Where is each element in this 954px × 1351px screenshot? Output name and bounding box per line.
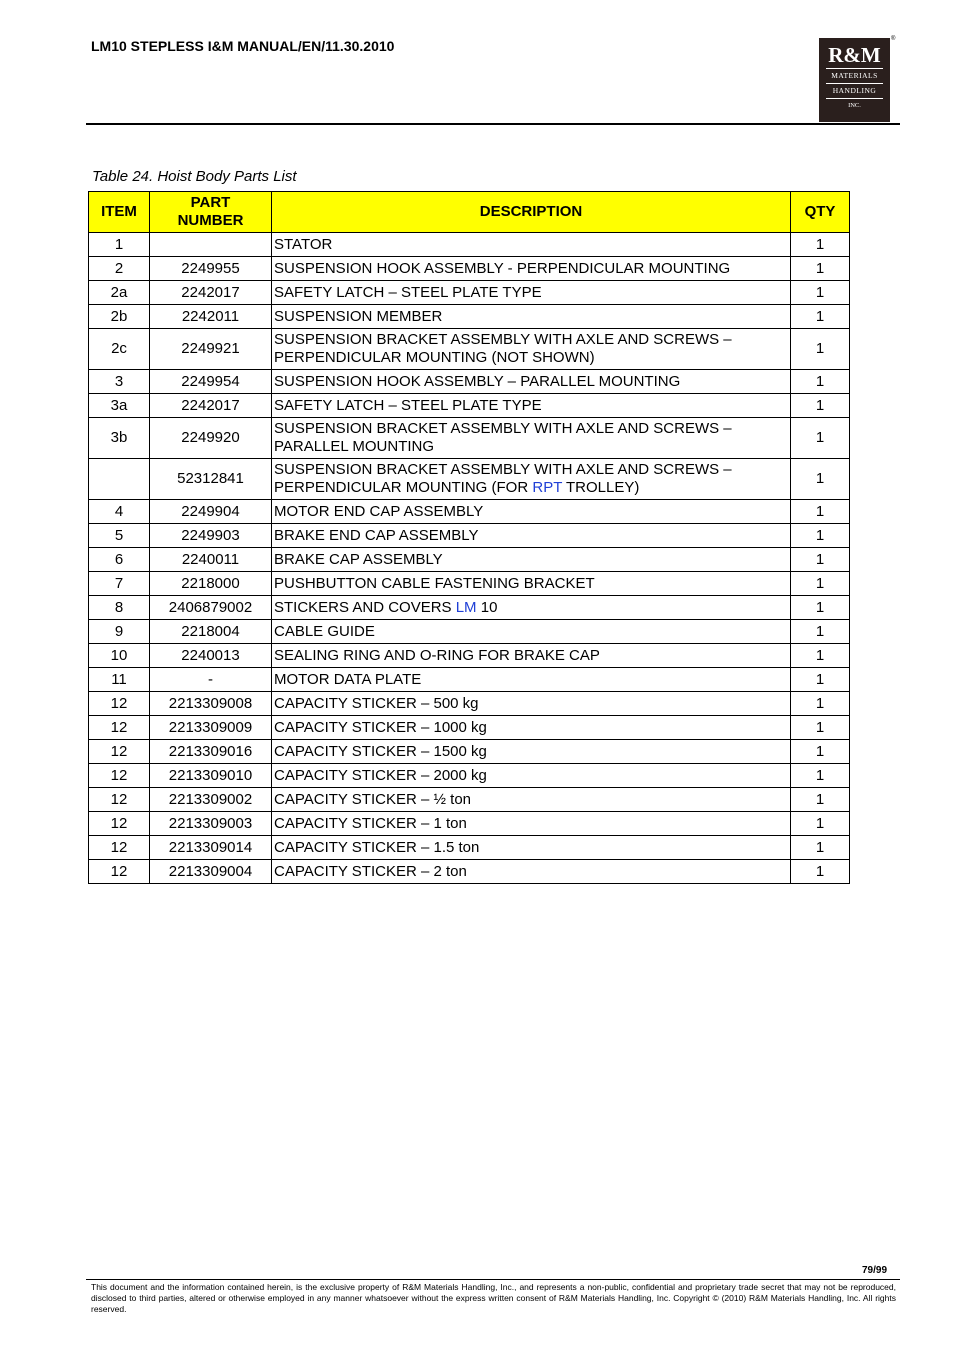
logo-inc: INC. [848, 102, 861, 109]
table-row [89, 692, 850, 716]
item-cell: 1 [89, 233, 150, 257]
description-cell: BRAKE CAP ASSEMBLY [272, 548, 791, 572]
description-text: TROLLEY) [562, 479, 640, 496]
item-cell: 2c [89, 329, 150, 370]
description-cell: CABLE GUIDE [272, 620, 791, 644]
item-cell: 12 [89, 836, 150, 860]
qty-cell: 1 [791, 500, 850, 524]
description-cell: CAPACITY STICKER – 1.5 ton [272, 836, 791, 860]
item-cell: 7 [89, 572, 150, 596]
qty-cell: 1 [791, 596, 850, 620]
item-cell: 3a [89, 394, 150, 418]
item-cell: 10 [89, 644, 150, 668]
qty-cell: 1 [791, 394, 850, 418]
qty-cell: 1 [791, 370, 850, 394]
item-cell: 3 [89, 370, 150, 394]
description-cell: CAPACITY STICKER – ½ ton [272, 788, 791, 812]
description-cell: SAFETY LATCH – STEEL PLATE TYPE [272, 394, 791, 418]
description-cell: CAPACITY STICKER – 2000 kg [272, 764, 791, 788]
part-number-cell: 52312841 [150, 459, 272, 500]
table-row [89, 548, 850, 572]
part-number-cell: 2213309008 [150, 692, 272, 716]
description-cell: BRAKE END CAP ASSEMBLY [272, 524, 791, 548]
page-number: 79/99 [862, 1265, 888, 1276]
part-number-cell: 2218004 [150, 620, 272, 644]
qty-cell: 1 [791, 281, 850, 305]
qty-cell: 1 [791, 692, 850, 716]
item-cell [89, 459, 150, 500]
table-row [89, 281, 850, 305]
table-row [89, 524, 850, 548]
item-cell: 12 [89, 764, 150, 788]
item-cell: 12 [89, 740, 150, 764]
confidentiality-notice: This document and the information contained herein, is the exclusive property of R&M Materials Handling, Inc., and represents a non-public, confidential and proprietary trade secret that may not be reproduced, disclosed to third parties, altered or otherwise employed in any manner whatsoever without the express written consent of R&M Materials Handling, Inc. Copyright © (2010) R&M Materials Handling, Inc. All rights reserved. [91, 1282, 896, 1314]
qty-cell: 1 [791, 459, 850, 500]
description-cell [272, 329, 791, 370]
qty-cell: 1 [791, 572, 850, 596]
item-cell: 12 [89, 716, 150, 740]
table-row [89, 764, 850, 788]
footer-divider [86, 1279, 900, 1280]
qty-cell: 1 [791, 812, 850, 836]
logo-divider [826, 98, 883, 99]
qty-cell: 1 [791, 764, 850, 788]
description-line: SUSPENSION BRACKET ASSEMBLY WITH AXLE AND SCREWS – [274, 420, 732, 437]
table-row [89, 459, 850, 500]
qty-cell: 1 [791, 233, 850, 257]
qty-cell: 1 [791, 524, 850, 548]
document-title: LM10 STEPLESS I&M MANUAL/EN/11.30.2010 [91, 38, 395, 54]
description-line [274, 479, 788, 497]
qty-cell: 1 [791, 716, 850, 740]
table-row [89, 812, 850, 836]
table-row [89, 596, 850, 620]
qty-cell: 1 [791, 257, 850, 281]
description-cell [272, 418, 791, 459]
column-header-part-number [150, 192, 272, 233]
column-header-description: DESCRIPTION [272, 192, 791, 233]
qty-cell: 1 [791, 836, 850, 860]
item-cell: 12 [89, 860, 150, 884]
table-row [89, 716, 850, 740]
table-row [89, 740, 850, 764]
part-number-cell: 2249920 [150, 418, 272, 459]
table-row [89, 620, 850, 644]
description-cell: CAPACITY STICKER – 500 kg [272, 692, 791, 716]
part-number-cell: 2242017 [150, 281, 272, 305]
part-number-cell: 2242011 [150, 305, 272, 329]
item-cell: 11 [89, 668, 150, 692]
item-cell: 6 [89, 548, 150, 572]
qty-cell: 1 [791, 860, 850, 884]
description-cell: SUSPENSION HOOK ASSEMBLY – PARALLEL MOUNTING [272, 370, 791, 394]
description-line: PERPENDICULAR MOUNTING (NOT SHOWN) [274, 349, 595, 366]
part-header-line2: NUMBER [177, 212, 244, 229]
table-row [89, 233, 850, 257]
table-row [89, 668, 850, 692]
item-cell: 2b [89, 305, 150, 329]
rm-logo [819, 38, 890, 122]
qty-cell: 1 [791, 418, 850, 459]
item-cell: 8 [89, 596, 150, 620]
registered-mark: ® [891, 36, 896, 42]
qty-cell: 1 [791, 620, 850, 644]
logo-handling: HANDLING [832, 86, 877, 95]
table-row [89, 370, 850, 394]
item-cell: 9 [89, 620, 150, 644]
description-line: SUSPENSION BRACKET ASSEMBLY WITH AXLE AND SCREWS – [274, 461, 732, 478]
description-text: STICKERS AND COVERS [274, 598, 456, 616]
item-cell: 4 [89, 500, 150, 524]
part-number-cell: 2218000 [150, 572, 272, 596]
table-row [89, 329, 850, 370]
description-text: 10 [476, 598, 498, 616]
description-cell: CAPACITY STICKER – 2 ton [272, 860, 791, 884]
logo-mark: R&M [828, 43, 881, 67]
part-number-cell: 2249955 [150, 257, 272, 281]
parts-table [88, 191, 850, 884]
item-cell: 5 [89, 524, 150, 548]
part-number-cell: 2213309009 [150, 716, 272, 740]
part-number-cell: - [150, 668, 272, 692]
description-cell: SUSPENSION MEMBER [272, 305, 791, 329]
column-header-qty: QTY [791, 192, 850, 233]
table-row [89, 572, 850, 596]
description-cell: SUSPENSION HOOK ASSEMBLY - PERPENDICULAR MOUNTING [272, 257, 791, 281]
description-cell: MOTOR DATA PLATE [272, 668, 791, 692]
description-cell: CAPACITY STICKER – 1500 kg [272, 740, 791, 764]
table-caption: Table 24. Hoist Body Parts List [92, 168, 297, 185]
table-row [89, 860, 850, 884]
table-row [89, 788, 850, 812]
column-header-item: ITEM [89, 192, 150, 233]
part-number-cell: 2249954 [150, 370, 272, 394]
item-cell: 2a [89, 281, 150, 305]
rpt-highlight: RPT [532, 479, 563, 496]
lm-highlight: LM [455, 598, 477, 616]
qty-cell: 1 [791, 740, 850, 764]
description-cell: STATOR [272, 233, 791, 257]
part-number-cell: 2242017 [150, 394, 272, 418]
part-number-cell: 2213309002 [150, 788, 272, 812]
table-row [89, 305, 850, 329]
table-row [89, 836, 850, 860]
table-header-row [89, 192, 850, 233]
table-row [89, 257, 850, 281]
table-row [89, 644, 850, 668]
description-cell: CAPACITY STICKER – 1000 kg [272, 716, 791, 740]
part-header-line1: PART [190, 194, 231, 211]
description-cell: PUSHBUTTON CABLE FASTENING BRACKET [272, 572, 791, 596]
description-cell: SEALING RING AND O-RING FOR BRAKE CAP [272, 644, 791, 668]
item-cell: 3b [89, 418, 150, 459]
part-number-cell: 2406879002 [150, 596, 272, 620]
logo-divider [826, 83, 883, 84]
part-number-cell: 2249921 [150, 329, 272, 370]
part-number-cell: 2213309016 [150, 740, 272, 764]
description-cell: CAPACITY STICKER – 1 ton [272, 812, 791, 836]
item-cell: 2 [89, 257, 150, 281]
description-text: PERPENDICULAR MOUNTING (FOR [274, 479, 533, 496]
qty-cell: 1 [791, 644, 850, 668]
item-cell: 12 [89, 692, 150, 716]
part-number-cell: 2240013 [150, 644, 272, 668]
part-number-cell [150, 233, 272, 257]
qty-cell: 1 [791, 668, 850, 692]
description-cell [272, 596, 791, 620]
item-cell: 12 [89, 812, 150, 836]
qty-cell: 1 [791, 548, 850, 572]
part-number-cell: 2240011 [150, 548, 272, 572]
qty-cell: 1 [791, 305, 850, 329]
description-cell: SAFETY LATCH – STEEL PLATE TYPE [272, 281, 791, 305]
part-number-cell: 2249904 [150, 500, 272, 524]
part-number-cell: 2213309014 [150, 836, 272, 860]
description-cell [272, 459, 791, 500]
part-number-cell: 2213309010 [150, 764, 272, 788]
part-number-cell: 2213309004 [150, 860, 272, 884]
description-line: PARALLEL MOUNTING [274, 438, 435, 455]
table-row [89, 500, 850, 524]
part-number-cell: 2249903 [150, 524, 272, 548]
header-divider [86, 123, 900, 125]
logo-materials: MATERIALS [831, 71, 878, 80]
part-number-cell: 2213309003 [150, 812, 272, 836]
logo-divider [826, 68, 883, 69]
item-cell: 12 [89, 788, 150, 812]
description-cell: MOTOR END CAP ASSEMBLY [272, 500, 791, 524]
qty-cell: 1 [791, 329, 850, 370]
description-line: SUSPENSION BRACKET ASSEMBLY WITH AXLE AND SCREWS – [274, 331, 732, 348]
table-row [89, 394, 850, 418]
qty-cell: 1 [791, 788, 850, 812]
table-row [89, 418, 850, 459]
